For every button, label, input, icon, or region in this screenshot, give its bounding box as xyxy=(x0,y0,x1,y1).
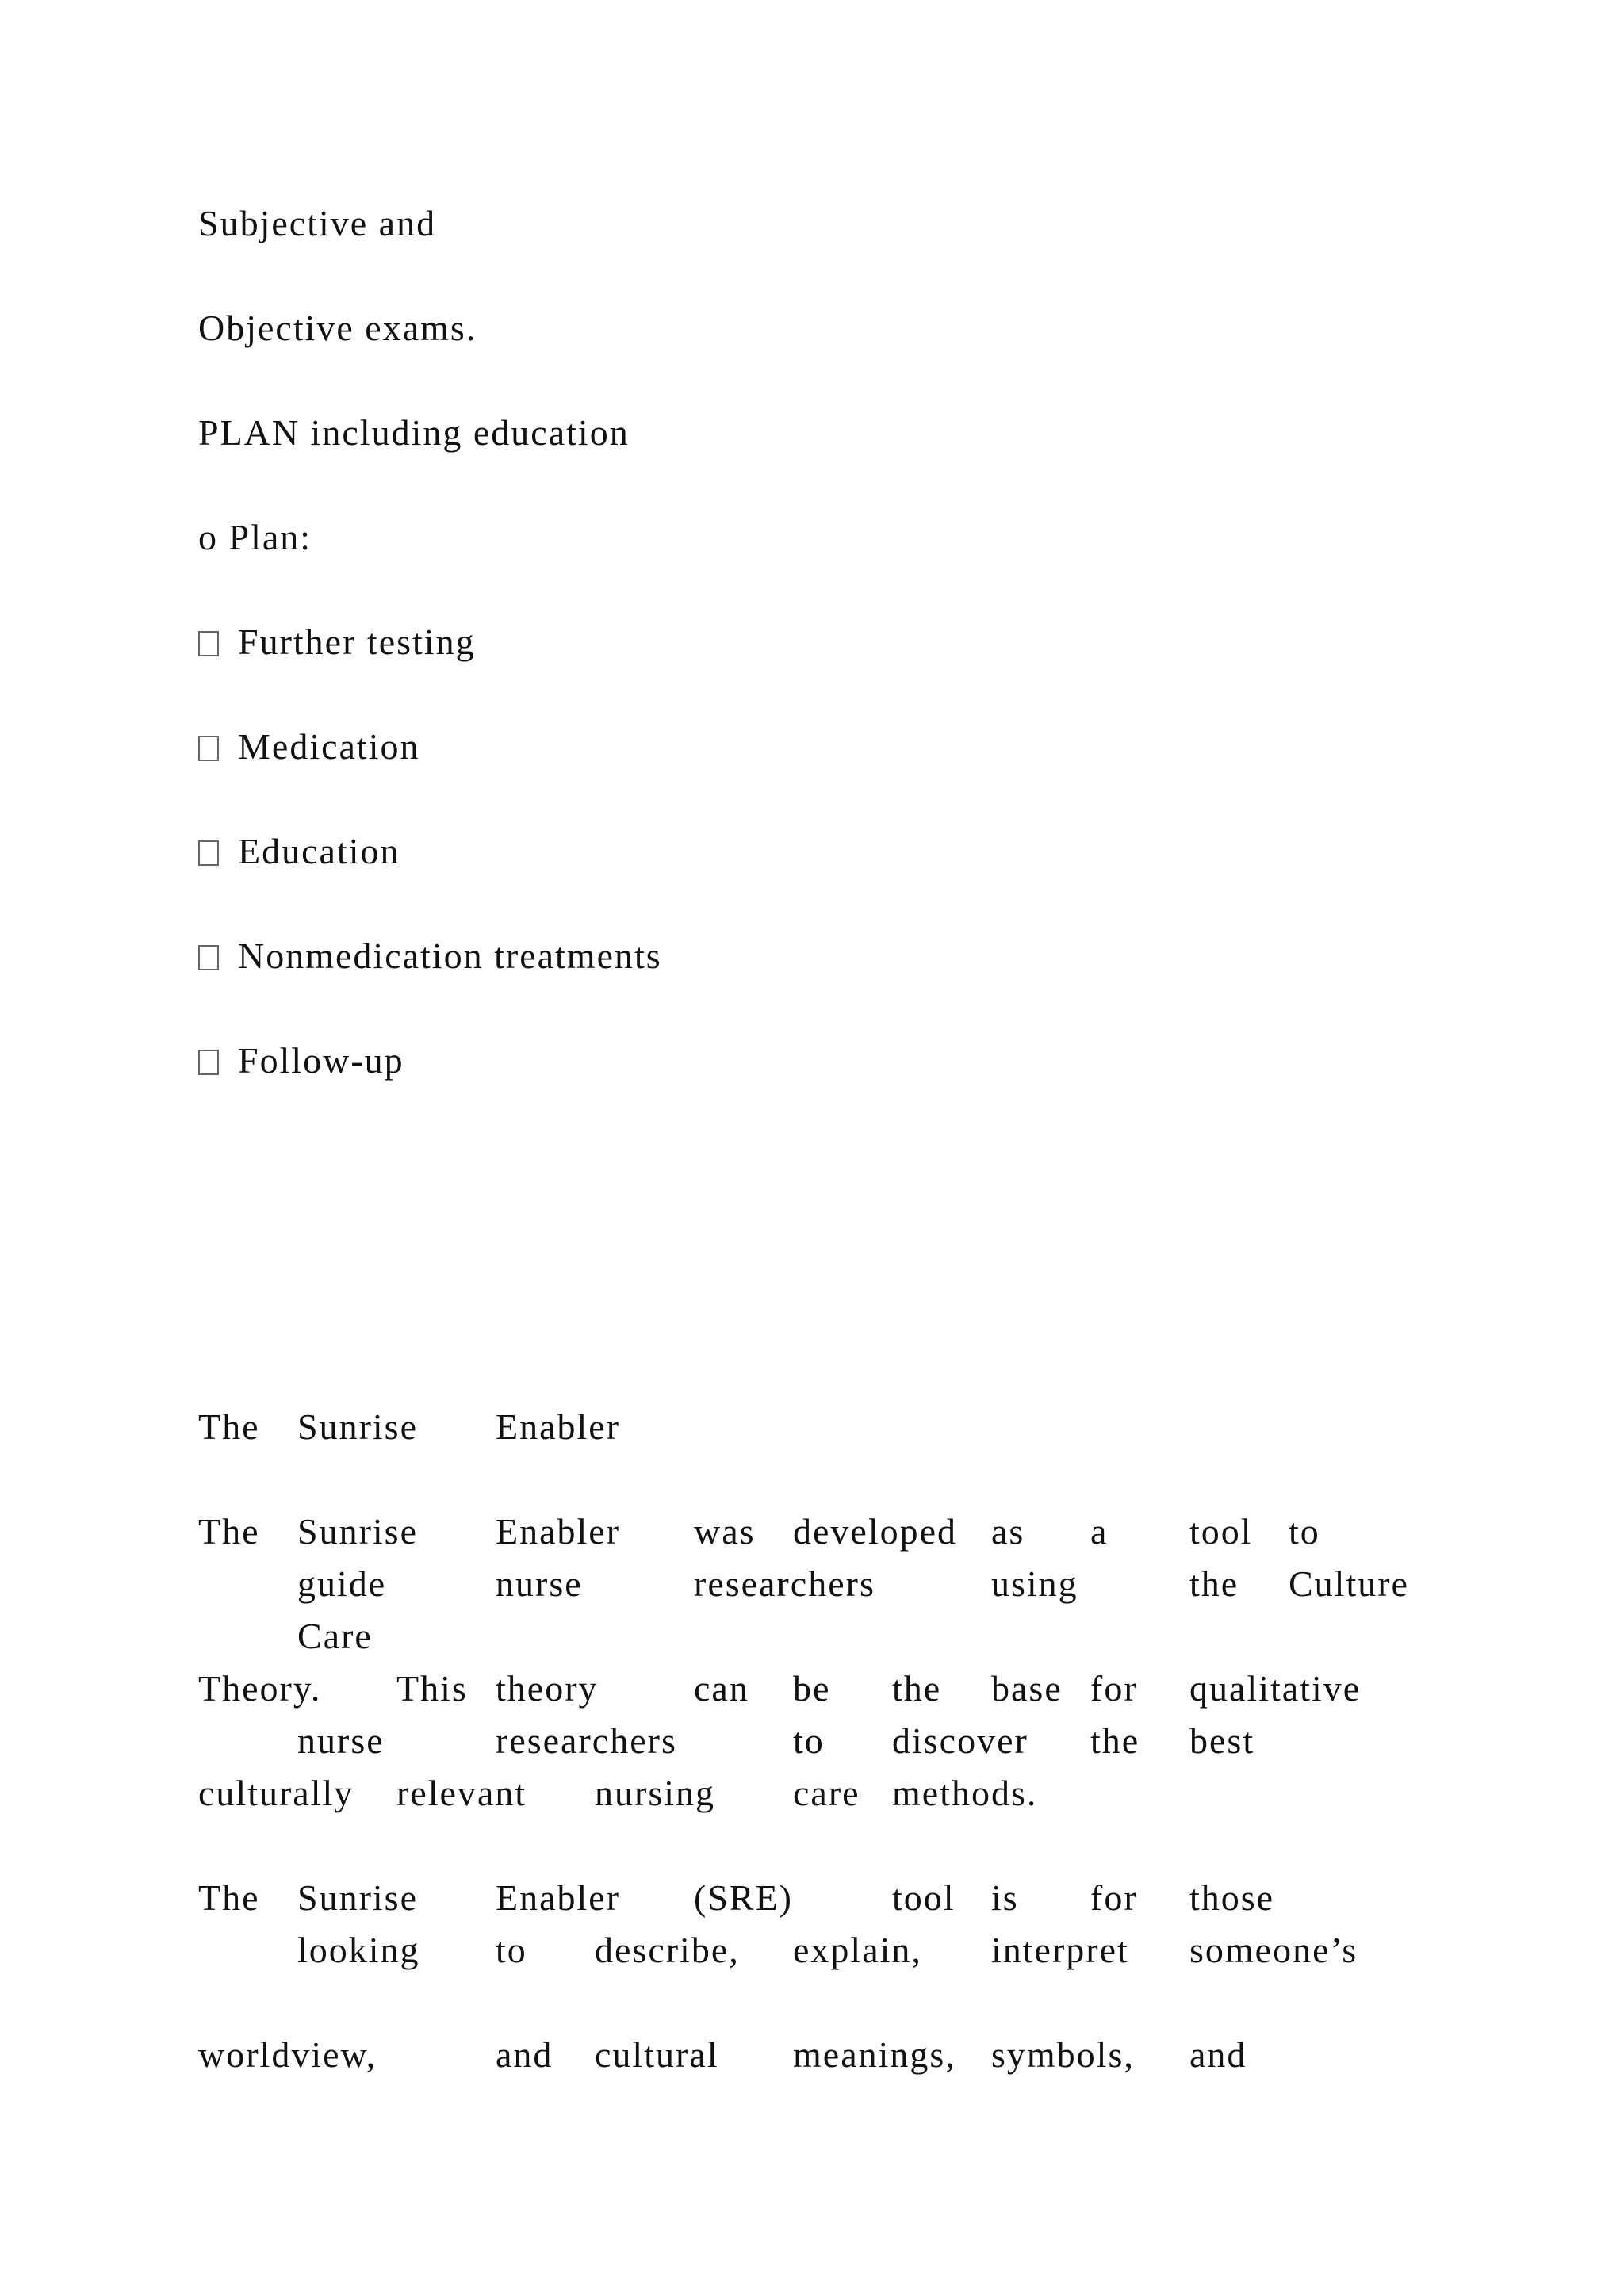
paragraph-line: Theory. This theory can be the base for qualitative xyxy=(198,1668,1362,1709)
missing-glyph-icon xyxy=(198,945,219,970)
missing-glyph-icon xyxy=(198,840,219,866)
text-line: Subjective and xyxy=(198,203,437,243)
section-heading: The Sunrise Enabler xyxy=(198,1406,621,1447)
paragraph-line: worldview, and cultural meanings, symbols, and xyxy=(198,2034,1247,2075)
missing-glyph-icon xyxy=(198,736,219,761)
paragraph-line: The Sunrise Enabler (SRE) tool is for those xyxy=(198,1877,1275,1918)
paragraph-line: guide nurse researchers using the Culture xyxy=(297,1563,1409,1604)
text-line: o Plan: xyxy=(198,517,312,557)
bullet-item: Education xyxy=(198,829,400,874)
paragraph-line: Care xyxy=(297,1616,373,1656)
bullet-item: Follow-up xyxy=(198,1039,404,1083)
paragraph-line: nurse researchers to discover the best xyxy=(297,1720,1255,1761)
missing-glyph-icon xyxy=(198,631,219,656)
bullet-item: Medication xyxy=(198,725,420,769)
missing-glyph-icon xyxy=(198,1050,219,1075)
paragraph-line: The Sunrise Enabler was developed as a tool to xyxy=(198,1511,1320,1552)
bullet-item: Further testing xyxy=(198,620,476,664)
text-line: PLAN including education xyxy=(198,412,630,453)
text-line: Objective exams. xyxy=(198,308,477,348)
paragraph-line: looking to describe, explain, interpret someone’s xyxy=(297,1930,1358,1970)
paragraph-line: culturally relevant nursing care methods. xyxy=(198,1773,1038,1813)
bullet-item: Nonmedication treatments xyxy=(198,934,662,978)
